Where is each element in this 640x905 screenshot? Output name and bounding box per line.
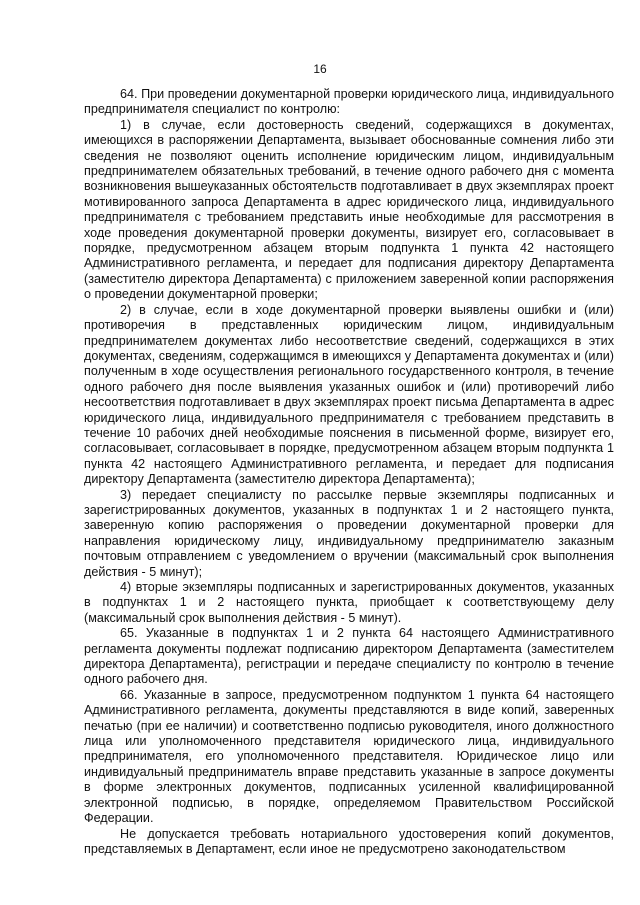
paragraph-64-item-3: 3) передает специалисту по рассылке первые экземпляры подписанных и зарегистрированных документов, указанных в подпунктах 1 и 2 настоящего пункта, заверенную копию распоряжения о проведении документарной проверки для направления юридическому лицу, индивидуальному предпринимателю заказным почтовым отправлением с уведомлением о вручении (максимальный срок выполнения действия - 5 минут);	[84, 487, 614, 579]
paragraph-64-item-2: 2) в случае, если в ходе документарной проверки выявлены ошибки и (или) противоречия в представленных юридическим лицом, индивидуальным предпринимателем документах либо несоответствие сведений, содержащихся в этих документах, сведениям, содержащимся в имеющихся у Департамента документах и (или) полученным в ходе осуществления регионального государственного контроля, в течение одного рабочего дня после выявления указанных ошибок и (или) противоречий либо несоответствия подготавливает в двух экземплярах проект письма Департамента в адрес юридического лица, индивидуального предпринимателя с требованием представить в течение 10 рабочих дней необходимые пояснения в письменной форме, визирует его, согласовывает, согласовывает в порядке, предусмотренном абзацем вторым подпункта 1 пункта 42 настоящего Административного регламента, и передает для подписания директору Департамента (заместителю директора Департамента);	[84, 302, 614, 487]
paragraph-64-item-4: 4) вторые экземпляры подписанных и зарегистрированных документов, указанных в подпунктах 1 и 2 настоящего пункта, приобщает к соответствующему делу (максимальный срок выполнения действия - 5 минут).	[84, 580, 614, 625]
paragraph-66-continued: Не допускается требовать нотариального удостоверения копий документов, представляемых в Департамент, если иное не предусмотрено законодательством	[84, 826, 614, 856]
paragraph-65: 65. Указанные в подпунктах 1 и 2 пункта 64 настоящего Административного регламента документы подлежат подписанию директором Департамента (заместителем директора Департамента), регистрации и передаче специалисту по контролю в течение одного рабочего дня.	[84, 626, 614, 687]
paragraph-66: 66. Указанные в запросе, предусмотренном подпунктом 1 пункта 64 настоящего Административного регламента, документы представляются в виде копий, заверенных печатью (при ее наличии) и соответственно подписью руководителя, иного должностного лица или уполномоченного представителя юридического лица, индивидуального предпринимателя, его уполномоченного представителя. Юридическое лицо или индивидуальный предприниматель вправе представить указанные в запросе документы в форме электронных документов, подписанных усиленной квалифицированной электронной подписью, в порядке, определяемом Правительством Российской Федерации.	[84, 687, 614, 826]
paragraph-64-intro: 64. При проведении документарной проверки юридического лица, индивидуального предпринимателя специалист по контролю:	[84, 87, 614, 117]
page-number: 16	[313, 62, 327, 76]
paragraph-64-item-1: 1) в случае, если достоверность сведений, содержащихся в документах, имеющихся в распоряжении Департамента, вызывает обоснованные сомнения либо эти сведения не позволяют оценить исполнение юридическим лицом, индивидуальным предпринимателем обязательных требований, в течение одного рабочего дня с момента возникновения вышеуказанных обстоятельств подготавливает в двух экземплярах проект мотивированного запроса Департамента в адрес юридического лица, индивидуального предпринимателя с требованием представить иные необходимые для рассмотрения в ходе проведения документарной проверки документы, визирует его, согласовывает в порядке, предусмотренном абзацем вторым подпункта 1 пункта 42 настоящего Административного регламента, и передает для подписания директору Департамента (заместителю директора Департамента) с приложением заверенной копии распоряжения о проведении документарной проверки;	[84, 117, 614, 302]
document-body	[84, 87, 614, 857]
